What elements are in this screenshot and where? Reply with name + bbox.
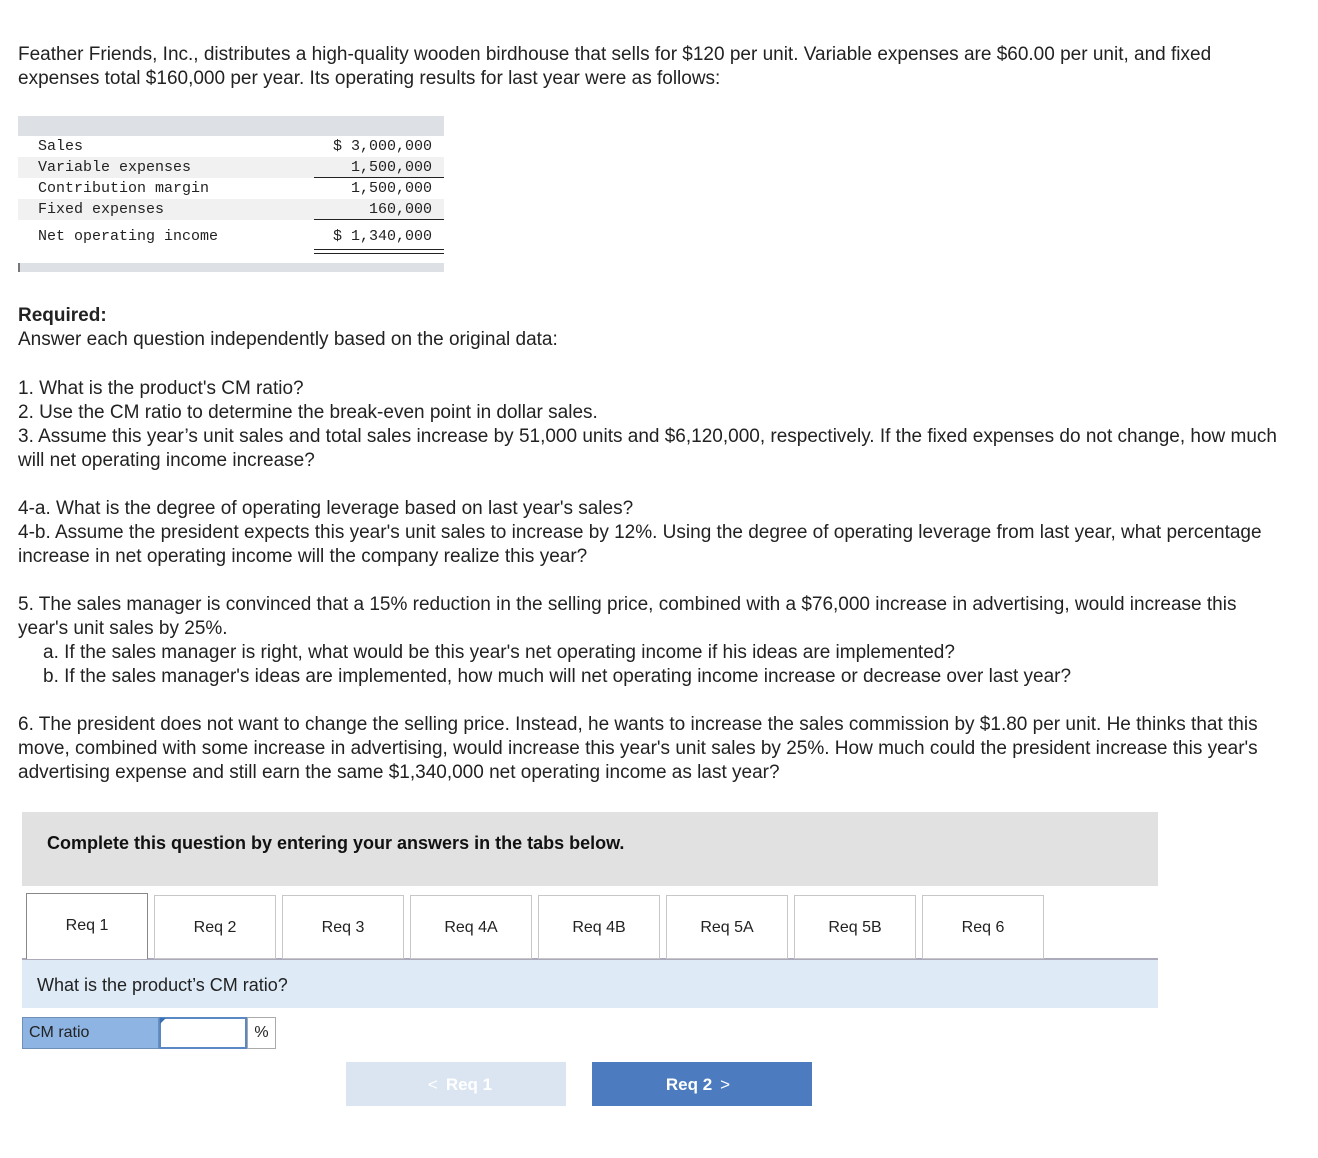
- question-4b: 4-b. Assume the president expects this year's unit sales to increase by 12%. Using the degree of operating leverage from last year, what percentage increase in net operating income will the company realize this year?: [18, 522, 1262, 567]
- question-panel: [22, 960, 1158, 1008]
- tab-req-5a[interactable]: Req 5A: [666, 895, 788, 959]
- row-value: $ 3,000,000: [332, 138, 432, 155]
- tab-req-2[interactable]: Req 2: [154, 895, 276, 959]
- tab-req-1[interactable]: Req 1: [26, 893, 148, 959]
- chevron-left-icon: <: [427, 1075, 438, 1094]
- table-row: [18, 157, 444, 178]
- question-5b: b. If the sales manager's ideas are implemented, how much will net operating income increase or decrease over last year?: [43, 666, 1072, 687]
- tab-req-6[interactable]: Req 6: [922, 895, 1044, 959]
- row-value: 1,500,000: [350, 159, 432, 176]
- row-label: Contribution margin: [38, 180, 210, 197]
- row-value: 1,500,000: [350, 180, 432, 197]
- question-6: 6. The president does not want to change the selling price. Instead, he wants to increase the sales commission by $1.80 per unit. He thinks that this move, combined with some increase in advertising, would increase this year's unit sales by 25%. How much could the president increase this year's advertising expense and still earn the same $1,340,000 net operating income as last year?: [18, 714, 1258, 783]
- instructions-banner: [22, 812, 1158, 886]
- question-1: 1. What is the product's CM ratio?: [18, 378, 304, 399]
- prev-label: Req 1: [445, 1075, 493, 1094]
- tab-req-4b[interactable]: Req 4B: [538, 895, 660, 959]
- underline: [314, 219, 444, 220]
- row-value: 160,000: [368, 201, 432, 218]
- tab-bar: [22, 893, 1158, 960]
- table-row: [18, 199, 444, 220]
- tab-req-4a[interactable]: Req 4A: [410, 895, 532, 959]
- panel-question: What is the product’s CM ratio?: [37, 975, 288, 995]
- question-5: 5. The sales manager is convinced that a 15% reduction in the selling price, combined with a $76,000 increase in advertising, would increase this year's unit sales by 25%.: [18, 594, 1237, 639]
- row-label: Net operating income: [38, 228, 219, 245]
- prev-button[interactable]: [346, 1062, 566, 1106]
- next-button[interactable]: [592, 1062, 812, 1106]
- double-underline: [314, 249, 444, 254]
- question-5a: a. If the sales manager is right, what would be this year's net operating income if his ideas are implemented?: [43, 642, 955, 663]
- table-row: [18, 178, 444, 199]
- tab-req-3[interactable]: Req 3: [282, 895, 404, 959]
- question-2: 2. Use the CM ratio to determine the break-even point in dollar sales.: [18, 402, 598, 423]
- question-3: 3. Assume this year’s unit sales and total sales increase by 51,000 units and $6,120,000, respectively. If the fixed expenses do not change, how much will net operating income increase?: [18, 426, 1277, 471]
- income-statement: [18, 116, 444, 272]
- table-row: [18, 136, 444, 157]
- question-4a: 4-a. What is the degree of operating leverage based on last year's sales?: [18, 498, 634, 519]
- required-heading: Required:: [18, 305, 107, 326]
- table-row: [18, 226, 444, 247]
- next-label: Req 2: [665, 1075, 713, 1094]
- input-marker-icon: [160, 1018, 166, 1024]
- percent-unit: %: [247, 1017, 276, 1049]
- table-header-bar: [18, 116, 444, 136]
- cm-ratio-input[interactable]: [159, 1017, 247, 1049]
- chevron-right-icon: >: [720, 1075, 731, 1094]
- row-label: Variable expenses: [38, 159, 192, 176]
- problem-intro: Feather Friends, Inc., distributes a high-quality wooden birdhouse that sells for $120 per unit. Variable expenses are $60.00 per unit, and fixed expenses total $160,000 per year. Its operating results for last year were as follows:: [18, 44, 1212, 89]
- tab-req-5b[interactable]: Req 5B: [794, 895, 916, 959]
- row-label: Fixed expenses: [38, 201, 165, 218]
- instructions-text: Complete this question by entering your answers in the tabs below.: [47, 833, 625, 853]
- row-label: Sales: [38, 138, 84, 155]
- row-value: $ 1,340,000: [332, 228, 432, 245]
- cm-ratio-label: CM ratio: [22, 1017, 159, 1049]
- table-footer-bar: [18, 263, 444, 272]
- required-subheading: Answer each question independently based on the original data:: [18, 329, 558, 350]
